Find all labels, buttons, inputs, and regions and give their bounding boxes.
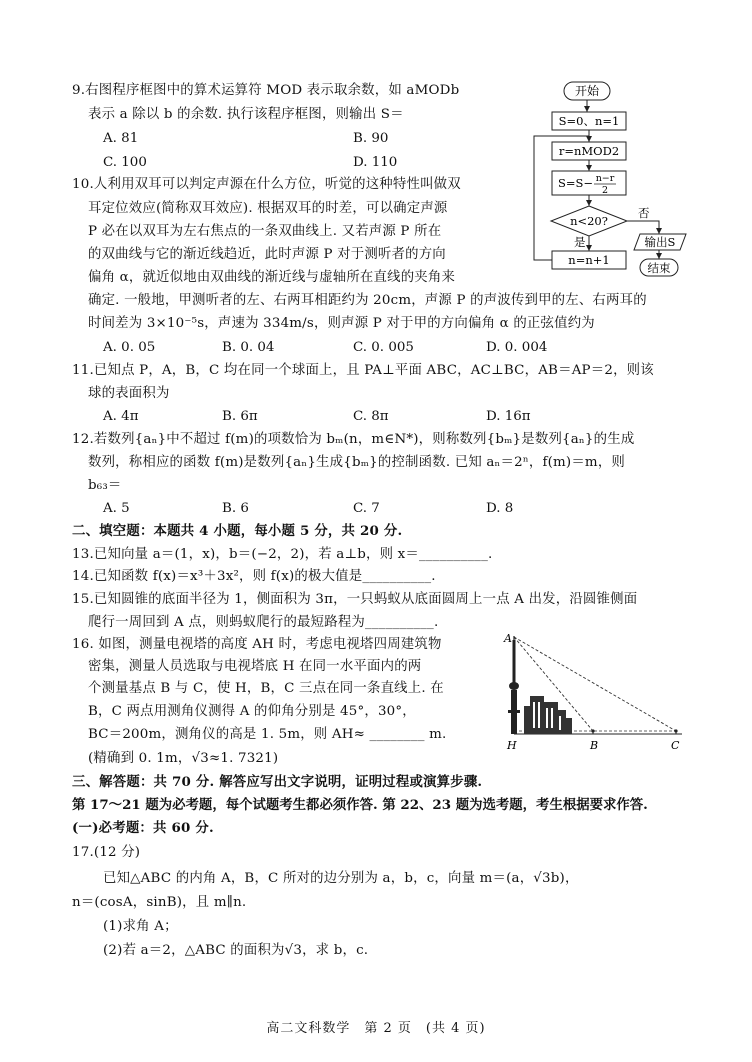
- q9-option-c: C. 100: [103, 155, 147, 170]
- q12-line-2: 数列，称相应的函数 f(m)是数列{aₙ}生成{bₘ}的控制函数. 已知 aₙ＝2ⁿ，f(m)＝m，则: [88, 455, 626, 470]
- q16-line-2: 密集，测量人员选取与电视塔底 H 在同一水平面内的两: [88, 659, 422, 674]
- tower-label-c: C: [671, 739, 680, 752]
- flowchart-yes-label: 是: [574, 235, 586, 249]
- q10-line-1: 10.人利用双耳可以判定声源在什么方位，听觉的这种特性叫做双: [72, 177, 461, 192]
- flowchart-start-text: 开始: [574, 84, 600, 98]
- q11-option-c: C. 8π: [353, 409, 389, 424]
- q16-line-1: 16. 如图，测量电视塔的高度 AH 时，考虑电视塔四周建筑物: [72, 637, 442, 652]
- section-3-note: 第 17～21 题为必考题，每个试题考生都必须作答. 第 22、23 题为选考题，考生根据要求作答.: [72, 797, 648, 813]
- q10-option-b: B. 0. 04: [222, 340, 275, 355]
- observation-point-c: [674, 729, 677, 734]
- q12-option-d: D. 8: [486, 501, 514, 516]
- q10-line-4: 的双曲线与它的渐近线趋近，此时声源 P 对于测听者的方向: [88, 247, 446, 262]
- flowchart-increment-text: n=n+1: [568, 253, 610, 267]
- flowchart-output-text: 输出S: [644, 235, 676, 249]
- page-footer: 高二文科数学 第 2 页 (共 4 页): [266, 1021, 486, 1036]
- q12-line-1: 12.若数列{aₙ}中不超过 f(m)的项数恰为 bₘ(n，m∈N*)，则称数列{bₘ}是数列{aₙ}的生成: [72, 432, 635, 447]
- q16-line-5: BC＝200m，测角仪的高是 1. 5m，则 AH≈ ________ m.: [88, 727, 447, 742]
- q12-option-c: C. 7: [353, 501, 380, 516]
- q11-option-d: D. 16π: [486, 409, 531, 424]
- q9-option-d: D. 110: [353, 155, 398, 170]
- flowchart-figure: [528, 78, 696, 280]
- q13-text: 13.已知向量 a＝(1，x)，b＝(−2，2)，若 a⊥b，则 x＝__________.: [72, 547, 493, 562]
- flowchart-r-text: r=nMOD2: [558, 144, 620, 158]
- q9-line-2: 表示 a 除以 b 的余数. 执行该程序框图，则输出 S＝: [88, 107, 404, 122]
- q17-title: 17.(12 分): [72, 845, 141, 860]
- q12-option-b: B. 6: [222, 501, 249, 516]
- q14-text: 14.已知函数 f(x)＝x³＋3x²，则 f(x)的极大值是__________.: [72, 569, 436, 584]
- flowchart-s-denominator: 2: [601, 185, 609, 196]
- section-3-heading: 三、解答题：共 70 分. 解答应写出文字说明，证明过程或演算步骤.: [72, 774, 483, 790]
- q9-option-b: B. 90: [353, 131, 389, 146]
- flowchart-init-text: S=0、n=1: [558, 114, 620, 128]
- q16-line-6: (精确到 0. 1m，√3≈1. 7321): [88, 751, 279, 766]
- q11-option-a: A. 4π: [103, 409, 139, 424]
- q10-line-6: 确定. 一般地，甲测听者的左、右两耳相距约为 20cm，声源 P 的声波传到甲的左、右两耳的: [88, 293, 647, 308]
- q11-option-b: B. 6π: [222, 409, 258, 424]
- q10-line-3: P 必在以双耳为左右焦点的一条双曲线上. 又若声源 P 所在: [88, 224, 442, 239]
- q17-part-2: (2)若 a＝2，△ABC 的面积为√3，求 b，c.: [103, 943, 369, 958]
- q9-option-a: A. 81: [103, 131, 139, 146]
- q15-line-2: 爬行一周回到 A 点，则蚂蚁爬行的最短路程为__________.: [88, 615, 439, 630]
- flowchart-condition-text: n<20?: [570, 214, 608, 228]
- tv-tower-icon: [508, 640, 520, 734]
- q12-line-3: b₆₃＝: [88, 478, 122, 493]
- q10-line-2: 耳定位效应(简称双耳效应). 根据双耳的时差，可以确定声源: [88, 201, 448, 216]
- q11-line-1: 11.已知点 P，A，B，C 均在同一个球面上，且 PA⊥平面 ABC，AC⊥BC，AB＝AP＝2，则该: [72, 363, 654, 378]
- q11-line-2: 球的表面积为: [88, 386, 170, 401]
- q10-line-7: 时间差为 3×10⁻⁵s，声速为 334m/s，则声源 P 对于甲的方向偏角 α 的正弦值约为: [88, 316, 595, 331]
- q12-option-a: A. 5: [103, 501, 130, 516]
- tower-figure: [500, 630, 690, 754]
- section-3-subheading: (一)必考题：共 60 分.: [72, 820, 214, 836]
- observation-point-b: [591, 729, 594, 734]
- flowchart-s-lhs: S=S−: [558, 176, 594, 190]
- tower-label-h: H: [507, 739, 517, 752]
- q16-line-3: 个测量基点 B 与 C，使 H，B，C 三点在同一条直线上. 在: [88, 681, 444, 696]
- q17-part-1: (1)求角 A；: [103, 919, 178, 934]
- q17-line-1: 已知△ABC 的内角 A，B，C 所对的边分别为 a，b，c，向量 m＝(a，√3b)，: [103, 871, 579, 886]
- flowchart-end-text: 结束: [647, 261, 671, 275]
- flowchart-s-numerator: n−r: [595, 173, 615, 184]
- q10-option-a: A. 0. 05: [103, 340, 156, 355]
- q15-line-1: 15.已知圆锥的底面半径为 1，侧面积为 3π，一只蚂蚁从底面圆周上一点 A 出发，沿圆锥侧面: [72, 592, 638, 607]
- flowchart-no-label: 否: [638, 206, 650, 220]
- q10-line-5: 偏角 α，就近似地由双曲线的渐近线与虚轴所在直线的夹角来: [88, 270, 456, 285]
- q10-option-c: C. 0. 005: [353, 340, 414, 355]
- section-2-heading: 二、填空题：本题共 4 小题，每小题 5 分，共 20 分.: [72, 523, 403, 539]
- tower-label-b: B: [590, 739, 599, 752]
- q10-option-d: D. 0. 004: [486, 340, 548, 355]
- tower-label-a: A: [504, 632, 512, 645]
- q16-line-4: B，C 两点用测角仪测得 A 的仰角分别是 45°，30°，: [88, 704, 416, 719]
- q9-line-1: 9.右图程序框图中的算术运算符 MOD 表示取余数，如 aMODb: [72, 83, 460, 98]
- q17-line-2: n＝(cosA，sinB)，且 m∥n.: [72, 895, 247, 910]
